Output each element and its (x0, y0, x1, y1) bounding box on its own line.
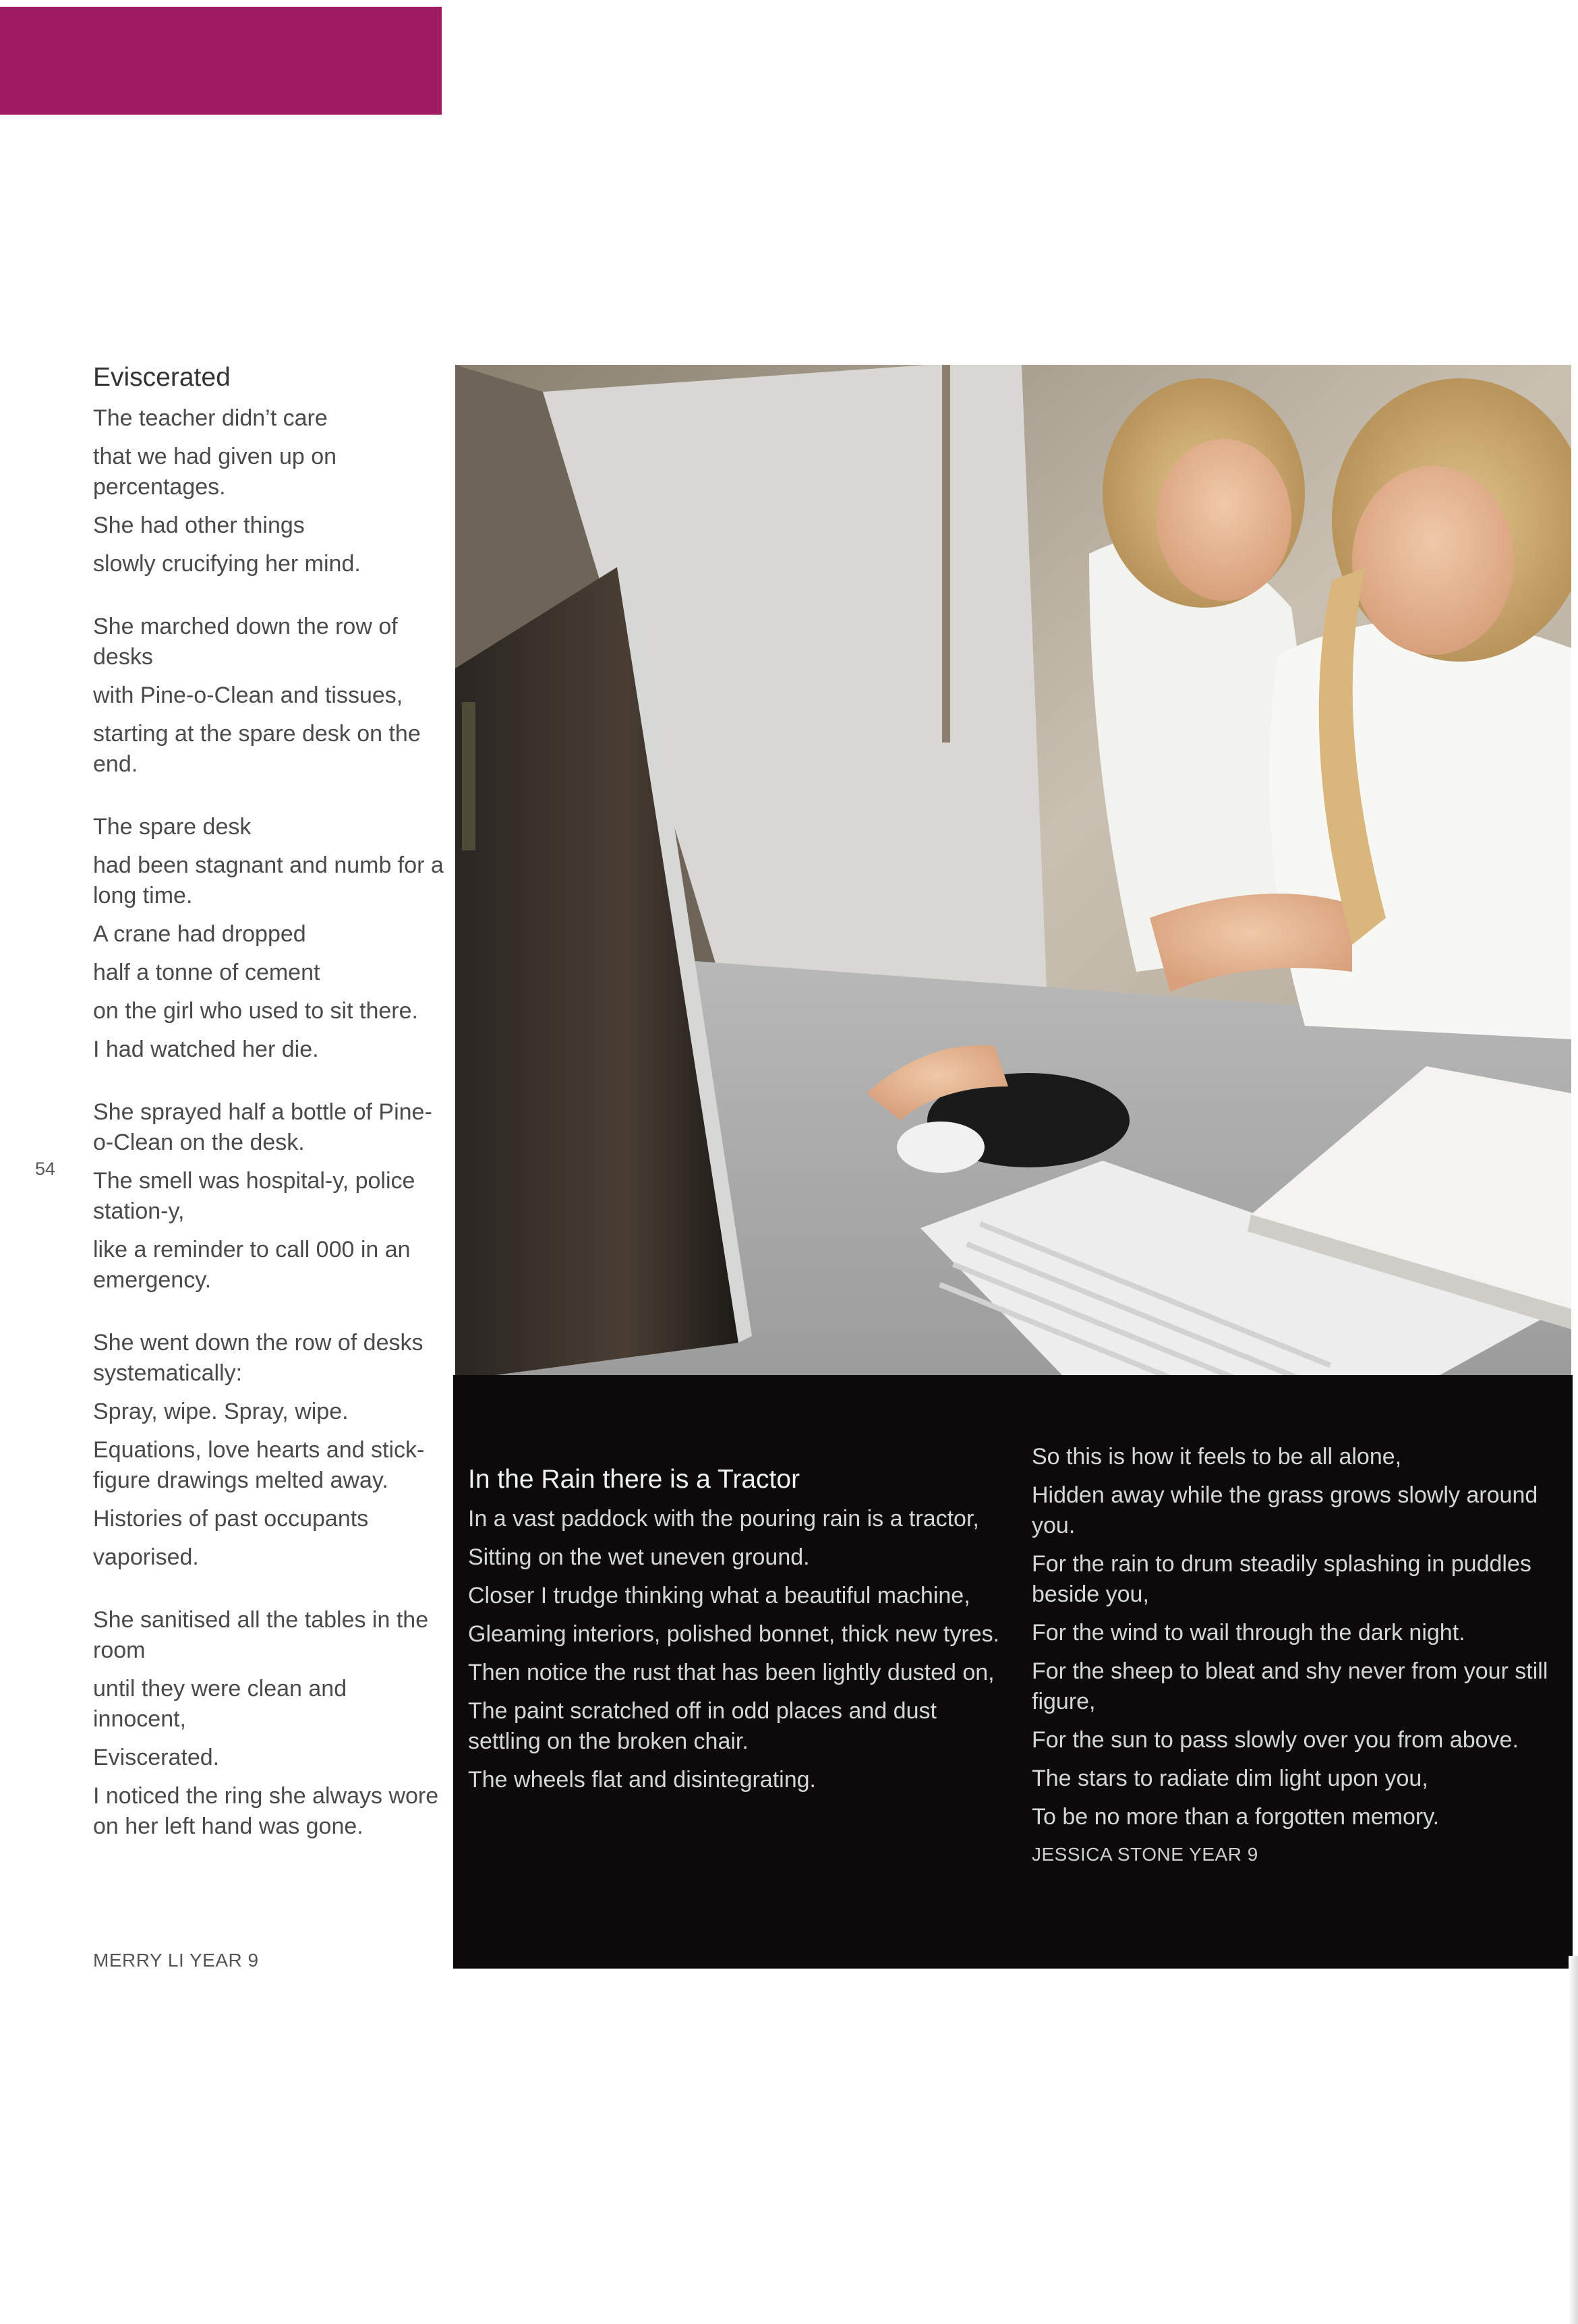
poem-line: For the wind to wail through the dark night. (1032, 1620, 1465, 1646)
poem-line: that we had given up on percentages. (93, 444, 337, 500)
poem-line: The stars to radiate dim light upon you, (1032, 1766, 1428, 1791)
poem-author: JESSICA STONE YEAR 9 (1032, 1844, 1258, 1865)
poem-title: Eviscerated (93, 363, 231, 392)
poem-line: For the sun to pass slowly over you from above. (1032, 1727, 1519, 1753)
poem-line: She sprayed half a bottle of Pine-o-Clean on the desk. (93, 1099, 432, 1155)
poem-line: with Pine-o-Clean and tissues, (93, 682, 403, 708)
poem-line: The paint scratched off in odd places and dust settling on the broken chair. (468, 1698, 937, 1754)
poem-line: To be no more than a forgotten memory. (1032, 1804, 1440, 1830)
stanza (93, 403, 444, 579)
poem-line: The spare desk (93, 814, 252, 840)
poem-title: In the Rain there is a Tractor (468, 1465, 800, 1494)
poem-line: For the sheep to bleat and shy never from your still figure, (1032, 1658, 1548, 1714)
poem-line: vaporised. (93, 1544, 199, 1570)
poem-line: So this is how it feels to be all alone, (1032, 1444, 1402, 1470)
poem-line: Spray, wipe. Spray, wipe. (93, 1399, 349, 1424)
poem-line: Hidden away while the grass grows slowly around you. (1032, 1482, 1538, 1538)
poem-line: I had watched her die. (93, 1037, 319, 1062)
poem-line: Eviscerated. (93, 1745, 220, 1770)
poem-line: Gleaming interiors, polished bonnet, thick new tyres. (468, 1621, 1000, 1647)
poem-line: The smell was hospital-y, police station-y, (93, 1168, 415, 1224)
poem-eviscerated (93, 361, 444, 1971)
poem-line: For the rain to drum steadily splashing in puddles beside you, (1032, 1551, 1531, 1607)
poem-line: half a tonne of cement (93, 960, 320, 985)
poem-in-the-rain (468, 1463, 1007, 1803)
poem-line: She sanitised all the tables in the room (93, 1607, 429, 1663)
poem-line: starting at the spare desk on the end. (93, 721, 421, 777)
photo-students-at-computer (455, 365, 1571, 1375)
poem-line: Then notice the rust that has been lightly dusted on, (468, 1660, 995, 1685)
poem-line: like a reminder to call 000 in an emergency. (93, 1237, 411, 1293)
poem-line: slowly crucifying her mind. (93, 551, 361, 577)
poem-line: She had other things (93, 513, 305, 538)
poem-line: She marched down the row of desks (93, 614, 398, 670)
poem-line: Sitting on the wet uneven ground. (468, 1544, 810, 1570)
poem-line: had been stagnant and numb for a long time. (93, 852, 444, 908)
poem-line: Closer I trudge thinking what a beautiful machine, (468, 1583, 970, 1608)
poem-line: She went down the row of desks systematically: (93, 1330, 423, 1386)
stanza (93, 612, 444, 780)
section-tab-block (0, 7, 442, 115)
stanza (93, 1097, 444, 1296)
poem-line: on the girl who used to sit there. (93, 998, 418, 1024)
poem-line: Histories of past occupants (93, 1506, 369, 1532)
poem-line: I noticed the ring she always wore on her left hand was gone. (93, 1783, 439, 1839)
poem-line: The teacher didn’t care (93, 405, 328, 431)
poem-line: A crane had dropped (93, 921, 306, 947)
poem-line: until they were clean and innocent, (93, 1676, 347, 1732)
poem-author: MERRY LI YEAR 9 (93, 1950, 259, 1971)
poem-line: Equations, love hearts and stick-figure drawings melted away. (93, 1437, 425, 1493)
stanza (93, 1328, 444, 1573)
poem-in-the-rain-continued (1032, 1442, 1565, 1869)
poem-line: The wheels flat and disintegrating. (468, 1767, 816, 1793)
page-edge-shadow (1569, 1956, 1578, 2324)
stanza (93, 812, 444, 1065)
poem-line: In a vast paddock with the pouring rain is a tractor, (468, 1506, 979, 1532)
page-number: 54 (35, 1159, 56, 1179)
stanza (93, 1605, 444, 1842)
